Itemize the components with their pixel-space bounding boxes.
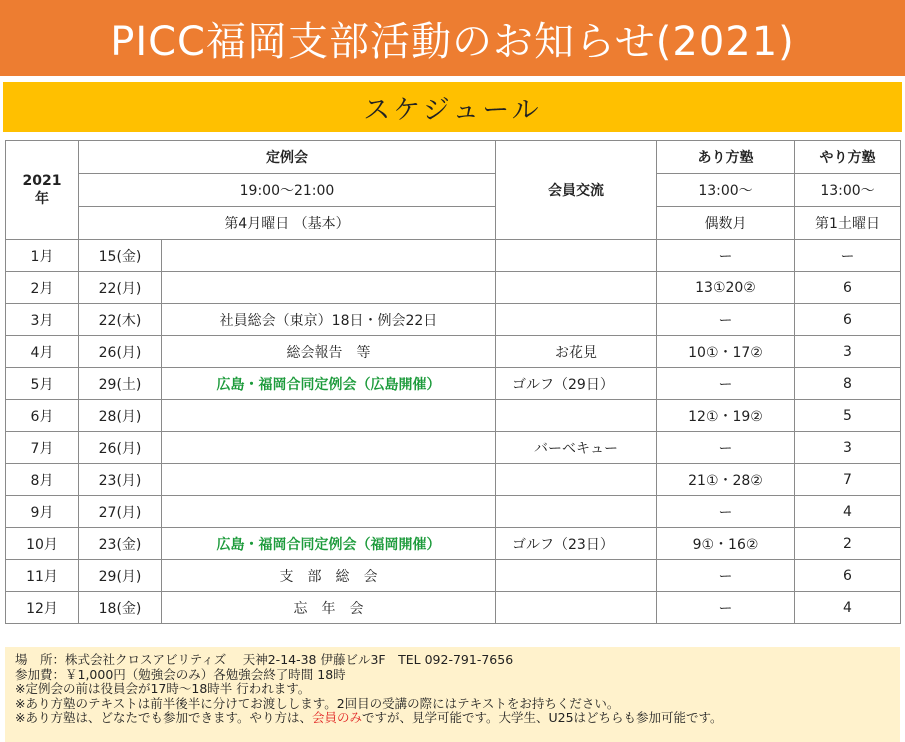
arikata-cell: 13①20② [657,272,795,304]
schedule-table [5,140,901,624]
kouryu-cell [496,464,657,496]
table-row [6,400,901,432]
kouryu-cell: ゴルフ（29日） [496,368,657,400]
date-cell: 23(月) [79,464,162,496]
year-header [6,141,79,240]
yarikata-cell: 6 [795,560,901,592]
month-cell: 11月 [6,560,79,592]
footer-note-part-a: ※あり方塾は、どなたでも参加できます。やり方は、 [15,710,312,726]
kouryu-cell [496,240,657,272]
kouryu-cell: ゴルフ（23日） [496,528,657,560]
kouryu-cell [496,560,657,592]
date-cell: 26(月) [79,432,162,464]
arikata-cell: ー [657,304,795,336]
month-cell: 4月 [6,336,79,368]
table-row [6,336,901,368]
footer-note-member-only: 会員のみ [311,710,362,726]
page-title: PICC福岡支部活動のお知らせ(2021) [0,0,905,76]
table-row [6,560,901,592]
month-cell: 10月 [6,528,79,560]
date-cell: 18(金) [79,592,162,624]
yarikata-cell: ー [795,240,901,272]
arikata-cell: ー [657,592,795,624]
event-cell: 総会報告 等 [162,336,496,368]
event-cell: 広島・福岡合同定例会（福岡開催） [162,528,496,560]
month-cell: 9月 [6,496,79,528]
month-cell: 8月 [6,464,79,496]
date-cell: 22(月) [79,272,162,304]
date-cell: 15(金) [79,240,162,272]
kouryu-cell [496,592,657,624]
kouryu-cell [496,400,657,432]
yarikata-cell: 2 [795,528,901,560]
yarikata-time: 13:00～ [795,174,901,207]
month-cell: 2月 [6,272,79,304]
kouryu-header: 会員交流 [496,141,657,240]
date-cell: 29(月) [79,560,162,592]
month-cell: 7月 [6,432,79,464]
kouryu-cell: お花見 [496,336,657,368]
arikata-time: 13:00～ [657,174,795,207]
kouryu-cell [496,304,657,336]
date-cell: 26(月) [79,336,162,368]
date-cell: 22(木) [79,304,162,336]
table-row [6,304,901,336]
teireikai-header: 定例会 [79,141,496,174]
table-row [6,432,901,464]
arikata-cell: 12①・19② [657,400,795,432]
event-cell: 忘 年 会 [162,592,496,624]
year-header-label: 2021年 [22,173,62,207]
kouryu-cell [496,496,657,528]
teireikai-time: 19:00～21:00 [79,174,496,207]
arikata-cell: ー [657,560,795,592]
arikata-cell: ー [657,368,795,400]
yarikata-header: やり方塾 [795,141,901,174]
yarikata-cell: 6 [795,304,901,336]
schedule-rows [6,240,901,624]
arikata-cell: 9①・16② [657,528,795,560]
month-cell: 1月 [6,240,79,272]
table-row [6,528,901,560]
yarikata-cell: 3 [795,336,901,368]
event-cell [162,496,496,528]
arikata-cell: ー [657,432,795,464]
footer-note-part-b: ですが、見学可能です。大学生、U25はどちらも参加可能です。 [362,710,723,726]
date-cell: 29(土) [79,368,162,400]
arikata-cell: 10①・17② [657,336,795,368]
footer-note-participation [15,711,900,726]
arikata-cell: 21①・28② [657,464,795,496]
kouryu-cell [496,272,657,304]
date-cell: 27(月) [79,496,162,528]
event-cell [162,400,496,432]
footer-fee: 参加費：￥1,000円（勉強会のみ）各勉強会終了時間 18時 [15,666,346,682]
arikata-cell: ー [657,496,795,528]
event-cell: 広島・福岡合同定例会（広島開催） [162,368,496,400]
table-row [6,592,901,624]
yarikata-day: 第1土曜日 [795,207,901,240]
yarikata-cell: 4 [795,496,901,528]
footer-note-text: ※あり方塾のテキストは前半後半に分けてお渡しします。2回目の受講の際にはテキストをお持ちください。 [15,695,620,711]
table-row [6,496,901,528]
yarikata-cell: 3 [795,432,901,464]
arikata-header: あり方塾 [657,141,795,174]
arikata-cell: ー [657,240,795,272]
footer-note-board: ※定例会の前は役員会が17時～18時半 行われます。 [15,681,311,697]
date-cell: 28(月) [79,400,162,432]
yarikata-cell: 7 [795,464,901,496]
teireikai-day: 第4月曜日 （基本） [79,207,496,240]
yarikata-cell: 6 [795,272,901,304]
event-cell [162,272,496,304]
footer-notes [5,647,900,742]
date-cell: 23(金) [79,528,162,560]
event-cell: 社員総会（東京）18日・例会22日 [162,304,496,336]
yarikata-cell: 5 [795,400,901,432]
event-cell [162,240,496,272]
table-row [6,240,901,272]
table-row [6,368,901,400]
month-cell: 6月 [6,400,79,432]
event-cell: 支 部 総 会 [162,560,496,592]
table-row [6,464,901,496]
yarikata-cell: 4 [795,592,901,624]
month-cell: 3月 [6,304,79,336]
kouryu-cell: バーベキュー [496,432,657,464]
event-cell [162,432,496,464]
table-row [6,272,901,304]
month-cell: 5月 [6,368,79,400]
schedule-heading: スケジュール [3,82,902,132]
yarikata-cell: 8 [795,368,901,400]
event-cell [162,464,496,496]
arikata-day: 偶数月 [657,207,795,240]
footer-location: 場 所：株式会社クロスアビリティズ 天神2-14-38 伊藤ビル3F TEL 092-791-7656 [15,652,514,667]
month-cell: 12月 [6,592,79,624]
